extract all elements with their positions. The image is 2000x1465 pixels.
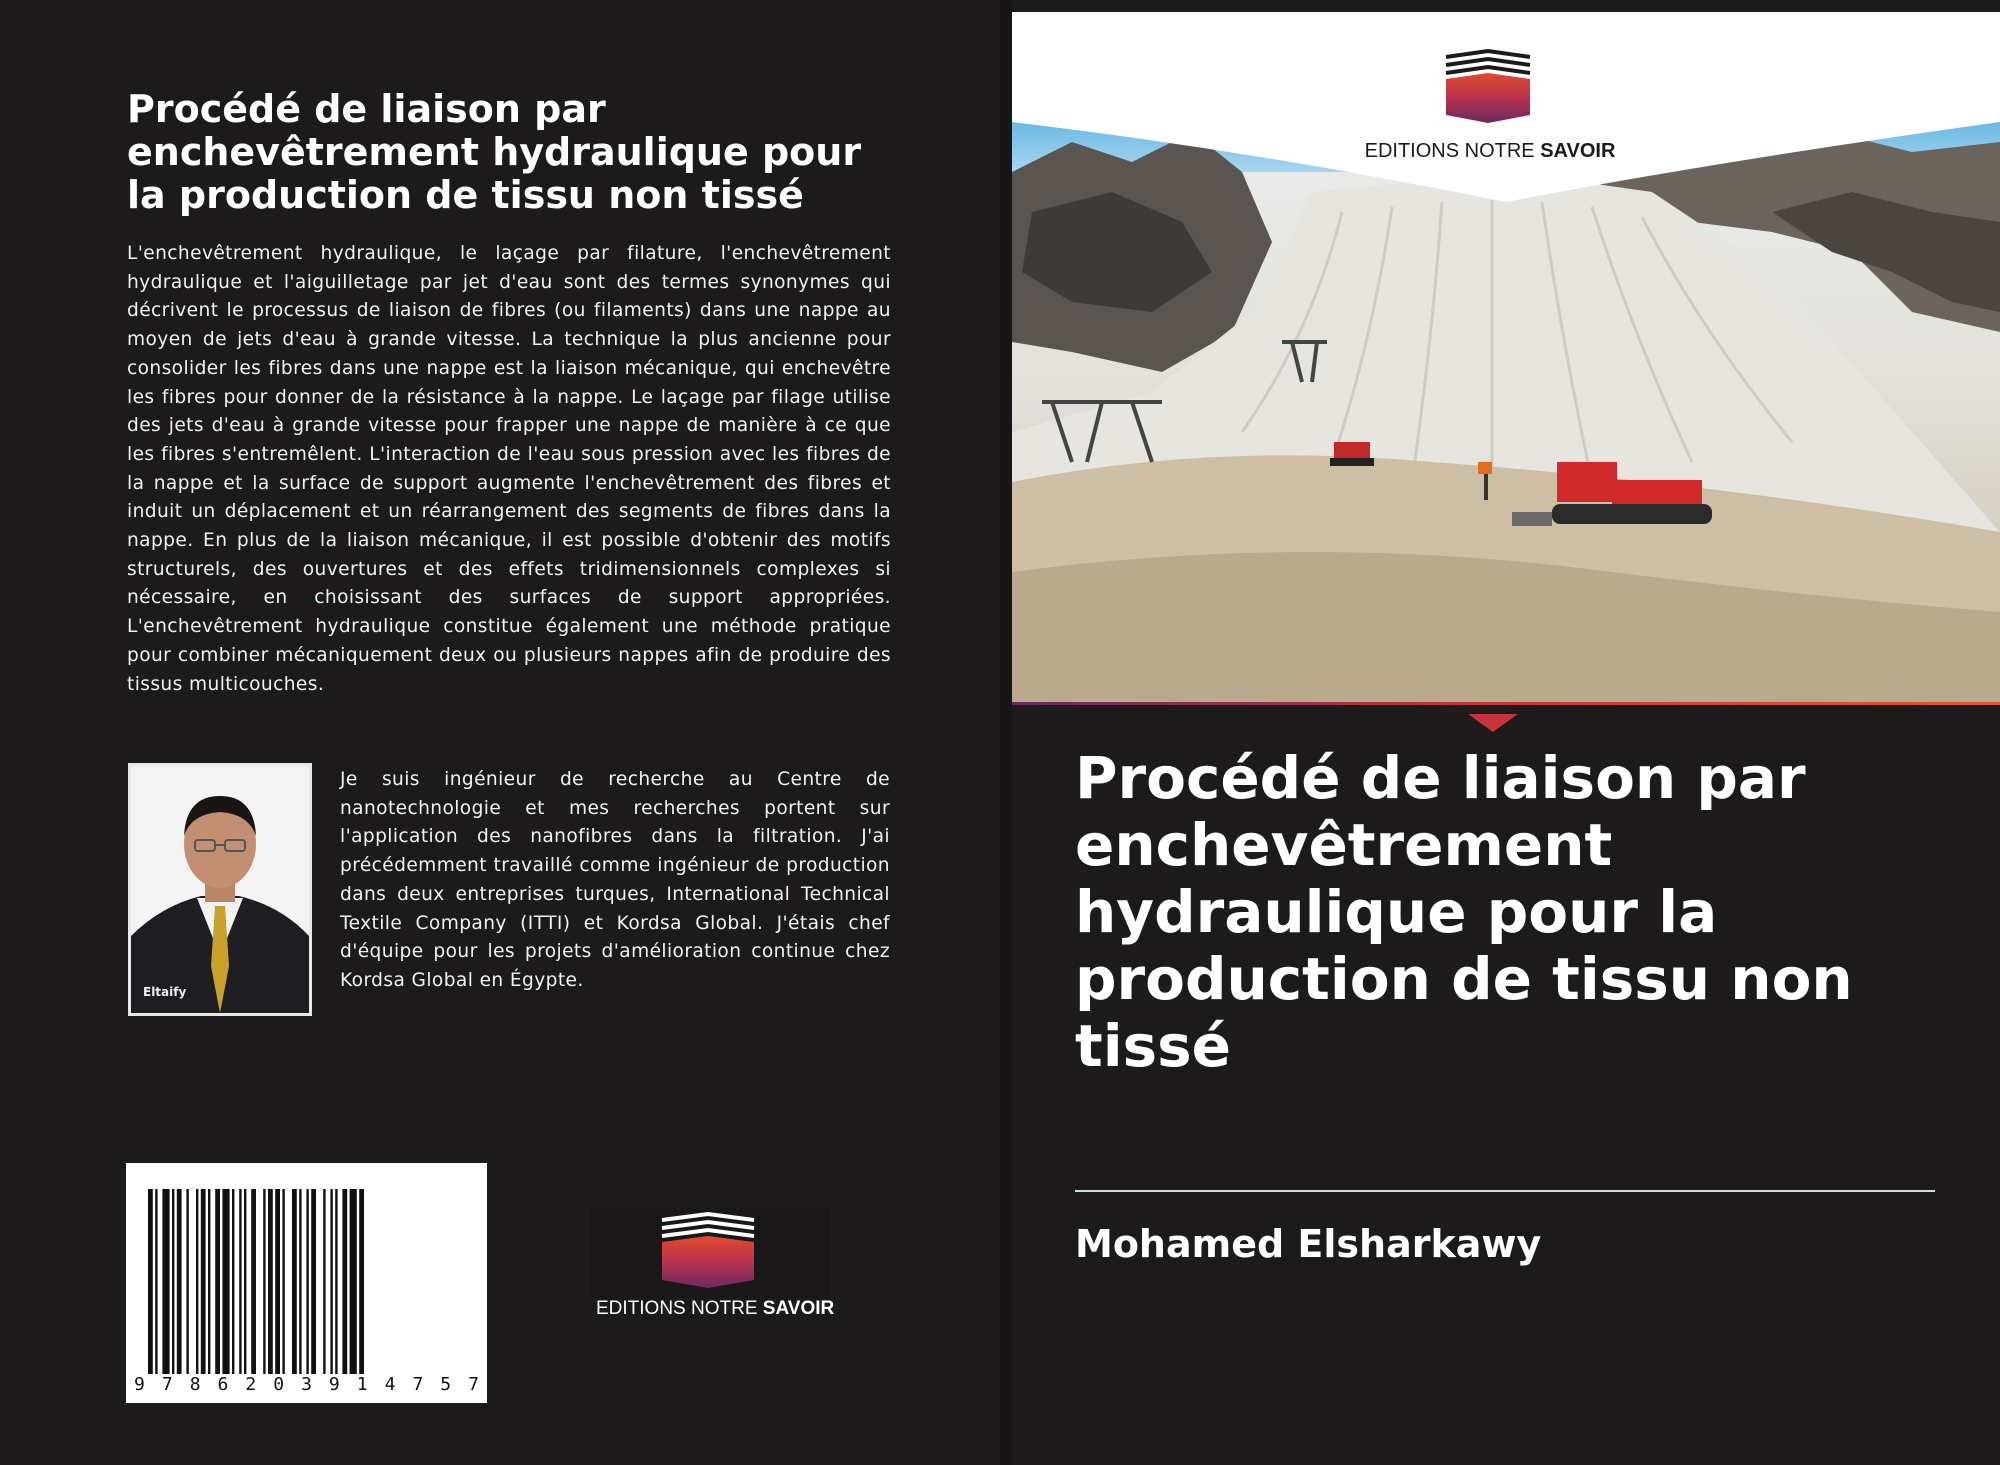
isbn-digit: 3 [301, 1374, 312, 1395]
back-publisher-name: EDITIONS NOTRE SAVOIR [596, 1298, 835, 1319]
barcode-bar [196, 1189, 198, 1374]
barcode-bar [263, 1189, 265, 1374]
isbn-digit: 8 [189, 1374, 201, 1395]
front-publisher-name: EDITIONS NOTRE SAVOIR [1364, 140, 1616, 162]
barcode-bar [299, 1189, 301, 1374]
isbn-digit: 0 [273, 1374, 285, 1395]
barcode-bar [323, 1189, 325, 1374]
barcode-bar [359, 1189, 364, 1374]
barcode-bar [155, 1189, 157, 1374]
barcode-bar [244, 1189, 246, 1374]
barcode-bar [311, 1189, 316, 1374]
barcode-bar [251, 1189, 256, 1374]
barcode-bar [222, 1189, 229, 1374]
barcode-bar [335, 1189, 337, 1374]
spine [1000, 0, 1012, 1465]
back-publisher-logo [590, 1208, 835, 1328]
isbn-digit: 1 [356, 1374, 368, 1395]
isbn-digit: 4 [384, 1374, 396, 1395]
barcode-bar [172, 1189, 174, 1374]
author-photo [128, 763, 312, 1016]
title-divider [1075, 1190, 1935, 1192]
isbn-digit: 9 [134, 1374, 145, 1395]
back-cover-title: Procédé de liaison par enchevêtrement hydraulique pour la production de tissu non tissé [127, 87, 862, 217]
stripe-pointer [1468, 714, 1518, 734]
isbn-digits [134, 1374, 479, 1395]
barcode-bar [201, 1189, 206, 1374]
isbn-digit: 7 [161, 1374, 173, 1395]
front-cover-author: Mohamed Elsharkawy [1075, 1222, 1542, 1266]
isbn-digit: 9 [328, 1374, 340, 1395]
barcode-bar [239, 1189, 241, 1374]
barcode-bar [268, 1189, 273, 1374]
photo-caption: Eltaify [143, 985, 187, 999]
barcode-bar [232, 1189, 234, 1374]
barcode-bar [215, 1189, 220, 1374]
barcode-bars [126, 1163, 487, 1403]
barcode-bar [208, 1189, 210, 1374]
isbn-digit: 7 [412, 1374, 424, 1395]
barcode-bar [282, 1189, 284, 1374]
isbn-digit: 7 [468, 1374, 479, 1395]
barcode-bar [275, 1189, 280, 1374]
author-bio: Je suis ingénieur de recherche au Centre de nanotechnologie et mes recherches portent sur l'application des nanofibres dans la filtration. J'ai précédemment travaillé comme ingénieur de production dans deux entreprises turques, International Technical Textile Company (ITTI) et Kordsa Global. J'étais chef d'équipe pour les projets d'amélioration continue chez Kordsa Global en Égypte. [340, 769, 890, 991]
barcode-bar [350, 1189, 357, 1374]
front-cover-title: Procédé de liaison par enchevêtrement hydraulique pour la production de tissu non tissé [1075, 744, 1853, 1080]
barcode-bar [177, 1189, 182, 1374]
back-cover-summary: L'enchevêtrement hydraulique, le laçage par filature, l'enchevêtrement hydraulique et l'aiguilletage par jet d'eau sont des termes synonymes qui décrivent le processus de liaison de fibres (ou filaments) dans une nappe au moyen de jets d'eau à grande vitesse. La technique la plus ancienne pour consolider les fibres dans une nappe est la liaison mécanique, qui enchevêtre les fibres pour donner de la résistance à la nappe. Le laçage par filage utilise des jets d'eau à grande vitesse pour frapper une nappe de manière à ce que les fibres s'entremêlent. L'interaction de l'eau sous pression avec les fibres de la nappe et la surface de support augmente l'enchevêtrement des fibres et induit un déplacement et un réarrangement des segments de fibres dans la nappe. En plus de la liaison mécanique, il est possible d'obtenir des motifs structurels, des ouvertures et des effets tridimensionnels complexes si nécessaire, en choisissant des surfaces de support appropriées. L'enchevêtrement hydraulique constitue également une méthode pratique pour combiner mécaniquement deux ou plusieurs nappes afin de produire des tissus multicouches. [127, 243, 891, 695]
isbn-digit: 2 [245, 1374, 257, 1395]
barcode-bar [186, 1189, 188, 1374]
barcode-bar [162, 1189, 169, 1374]
barcode-bar [342, 1189, 347, 1374]
isbn-barcode [126, 1163, 487, 1403]
publisher-book-icon [590, 1208, 830, 1298]
barcode-bar [306, 1189, 308, 1374]
isbn-digit: 6 [217, 1374, 229, 1395]
barcode-bar [148, 1189, 153, 1374]
barcode-bar [330, 1189, 332, 1374]
front-cover-photo [1012, 12, 2000, 705]
isbn-digit: 5 [440, 1374, 452, 1395]
barcode-bar [292, 1189, 297, 1374]
